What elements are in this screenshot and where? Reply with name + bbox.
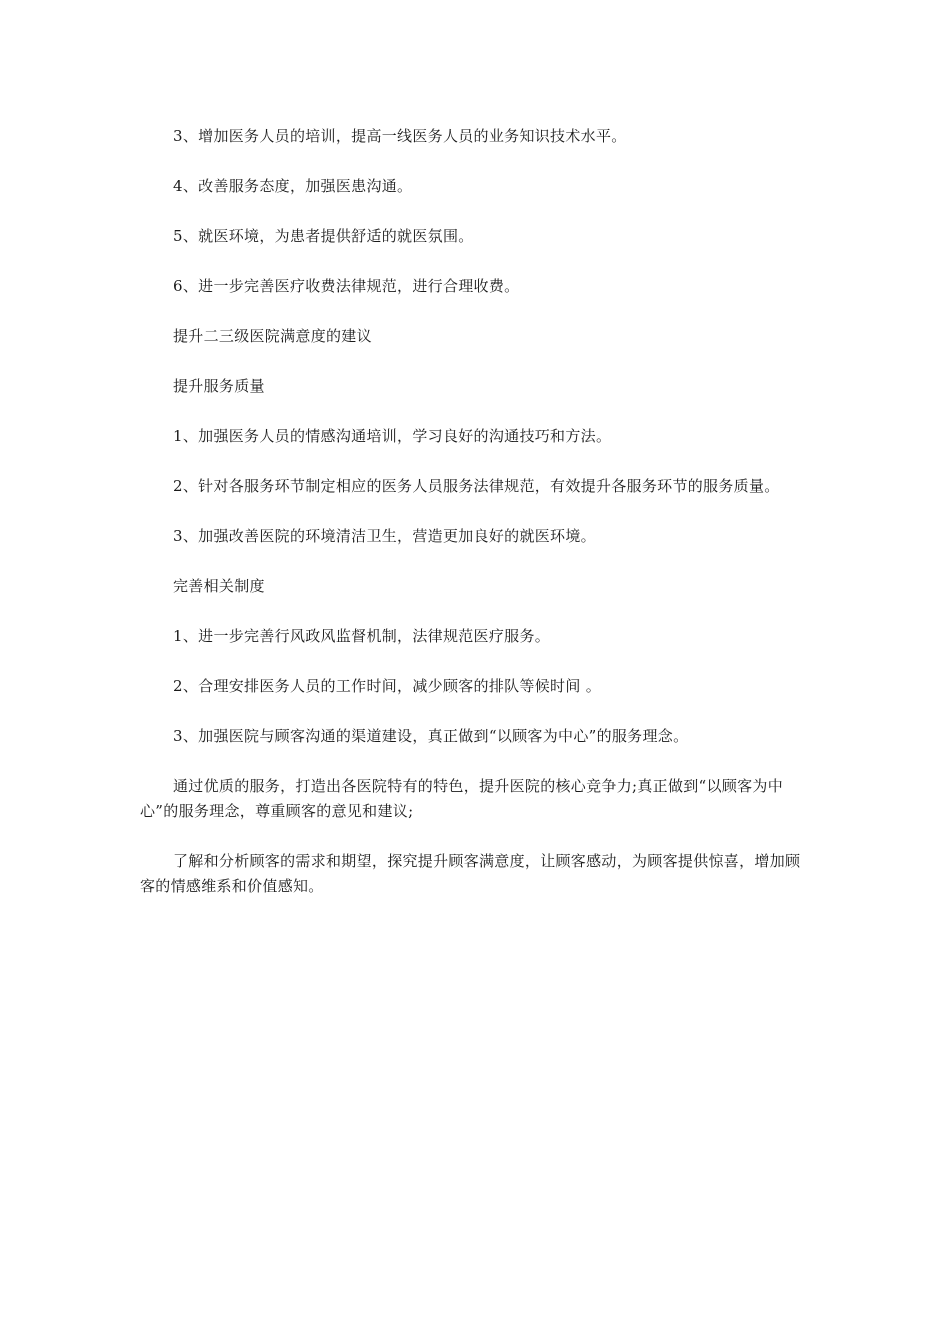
- paragraph-quality-item-1: 1、加强医务人员的情感沟通培训，学习良好的沟通技巧和方法。: [173, 427, 612, 445]
- section-heading-suggestions: 提升二三级医院满意度的建议: [173, 327, 372, 345]
- paragraph-quality-item-3: 3、加强改善医院的环境清洁卫生，营造更加良好的就医环境。: [173, 527, 596, 545]
- subsection-heading-systems: 完善相关制度: [173, 577, 265, 595]
- paragraph-systems-item-1: 1、进一步完善行风政风监督机制，法律规范医疗服务。: [173, 627, 551, 645]
- paragraph-systems-item-3: 3、加强医院与顾客沟通的渠道建设，真正做到“以顾客为中心”的服务理念。: [173, 727, 689, 745]
- paragraph-item-6-fees: 6、进一步完善医疗收费法律规范，进行合理收费。: [173, 277, 520, 295]
- paragraph-item-4-attitude: 4、改善服务态度，加强医患沟通。: [173, 177, 413, 195]
- paragraph-quality-item-2: 2、针对各服务环节制定相应的医务人员服务法律规范，有效提升各服务环节的服务质量。: [173, 477, 780, 495]
- paragraph-item-5-environment: 5、就医环境，为患者提供舒适的就医氛围。: [173, 227, 474, 245]
- paragraph-conclusion-2: 了解和分析顾客的需求和期望，探究提升顾客满意度，让顾客感动，为顾客提供惊喜，增加顾客的情感维系和价值感知。: [140, 852, 801, 895]
- paragraph-item-3-training: 3、增加医务人员的培训，提高一线医务人员的业务知识技术水平。: [173, 127, 627, 145]
- subsection-heading-service-quality: 提升服务质量: [173, 377, 265, 395]
- paragraph-conclusion-1: 通过优质的服务，打造出各医院特有的特色，提升医院的核心竞争力;真正做到“以顾客为中心”的服务理念，尊重顾客的意见和建议;: [140, 777, 784, 820]
- document-body: [140, 124, 812, 924]
- paragraph-systems-item-2: 2、合理安排医务人员的工作时间，减少顾客的排队等候时间 。: [173, 677, 602, 695]
